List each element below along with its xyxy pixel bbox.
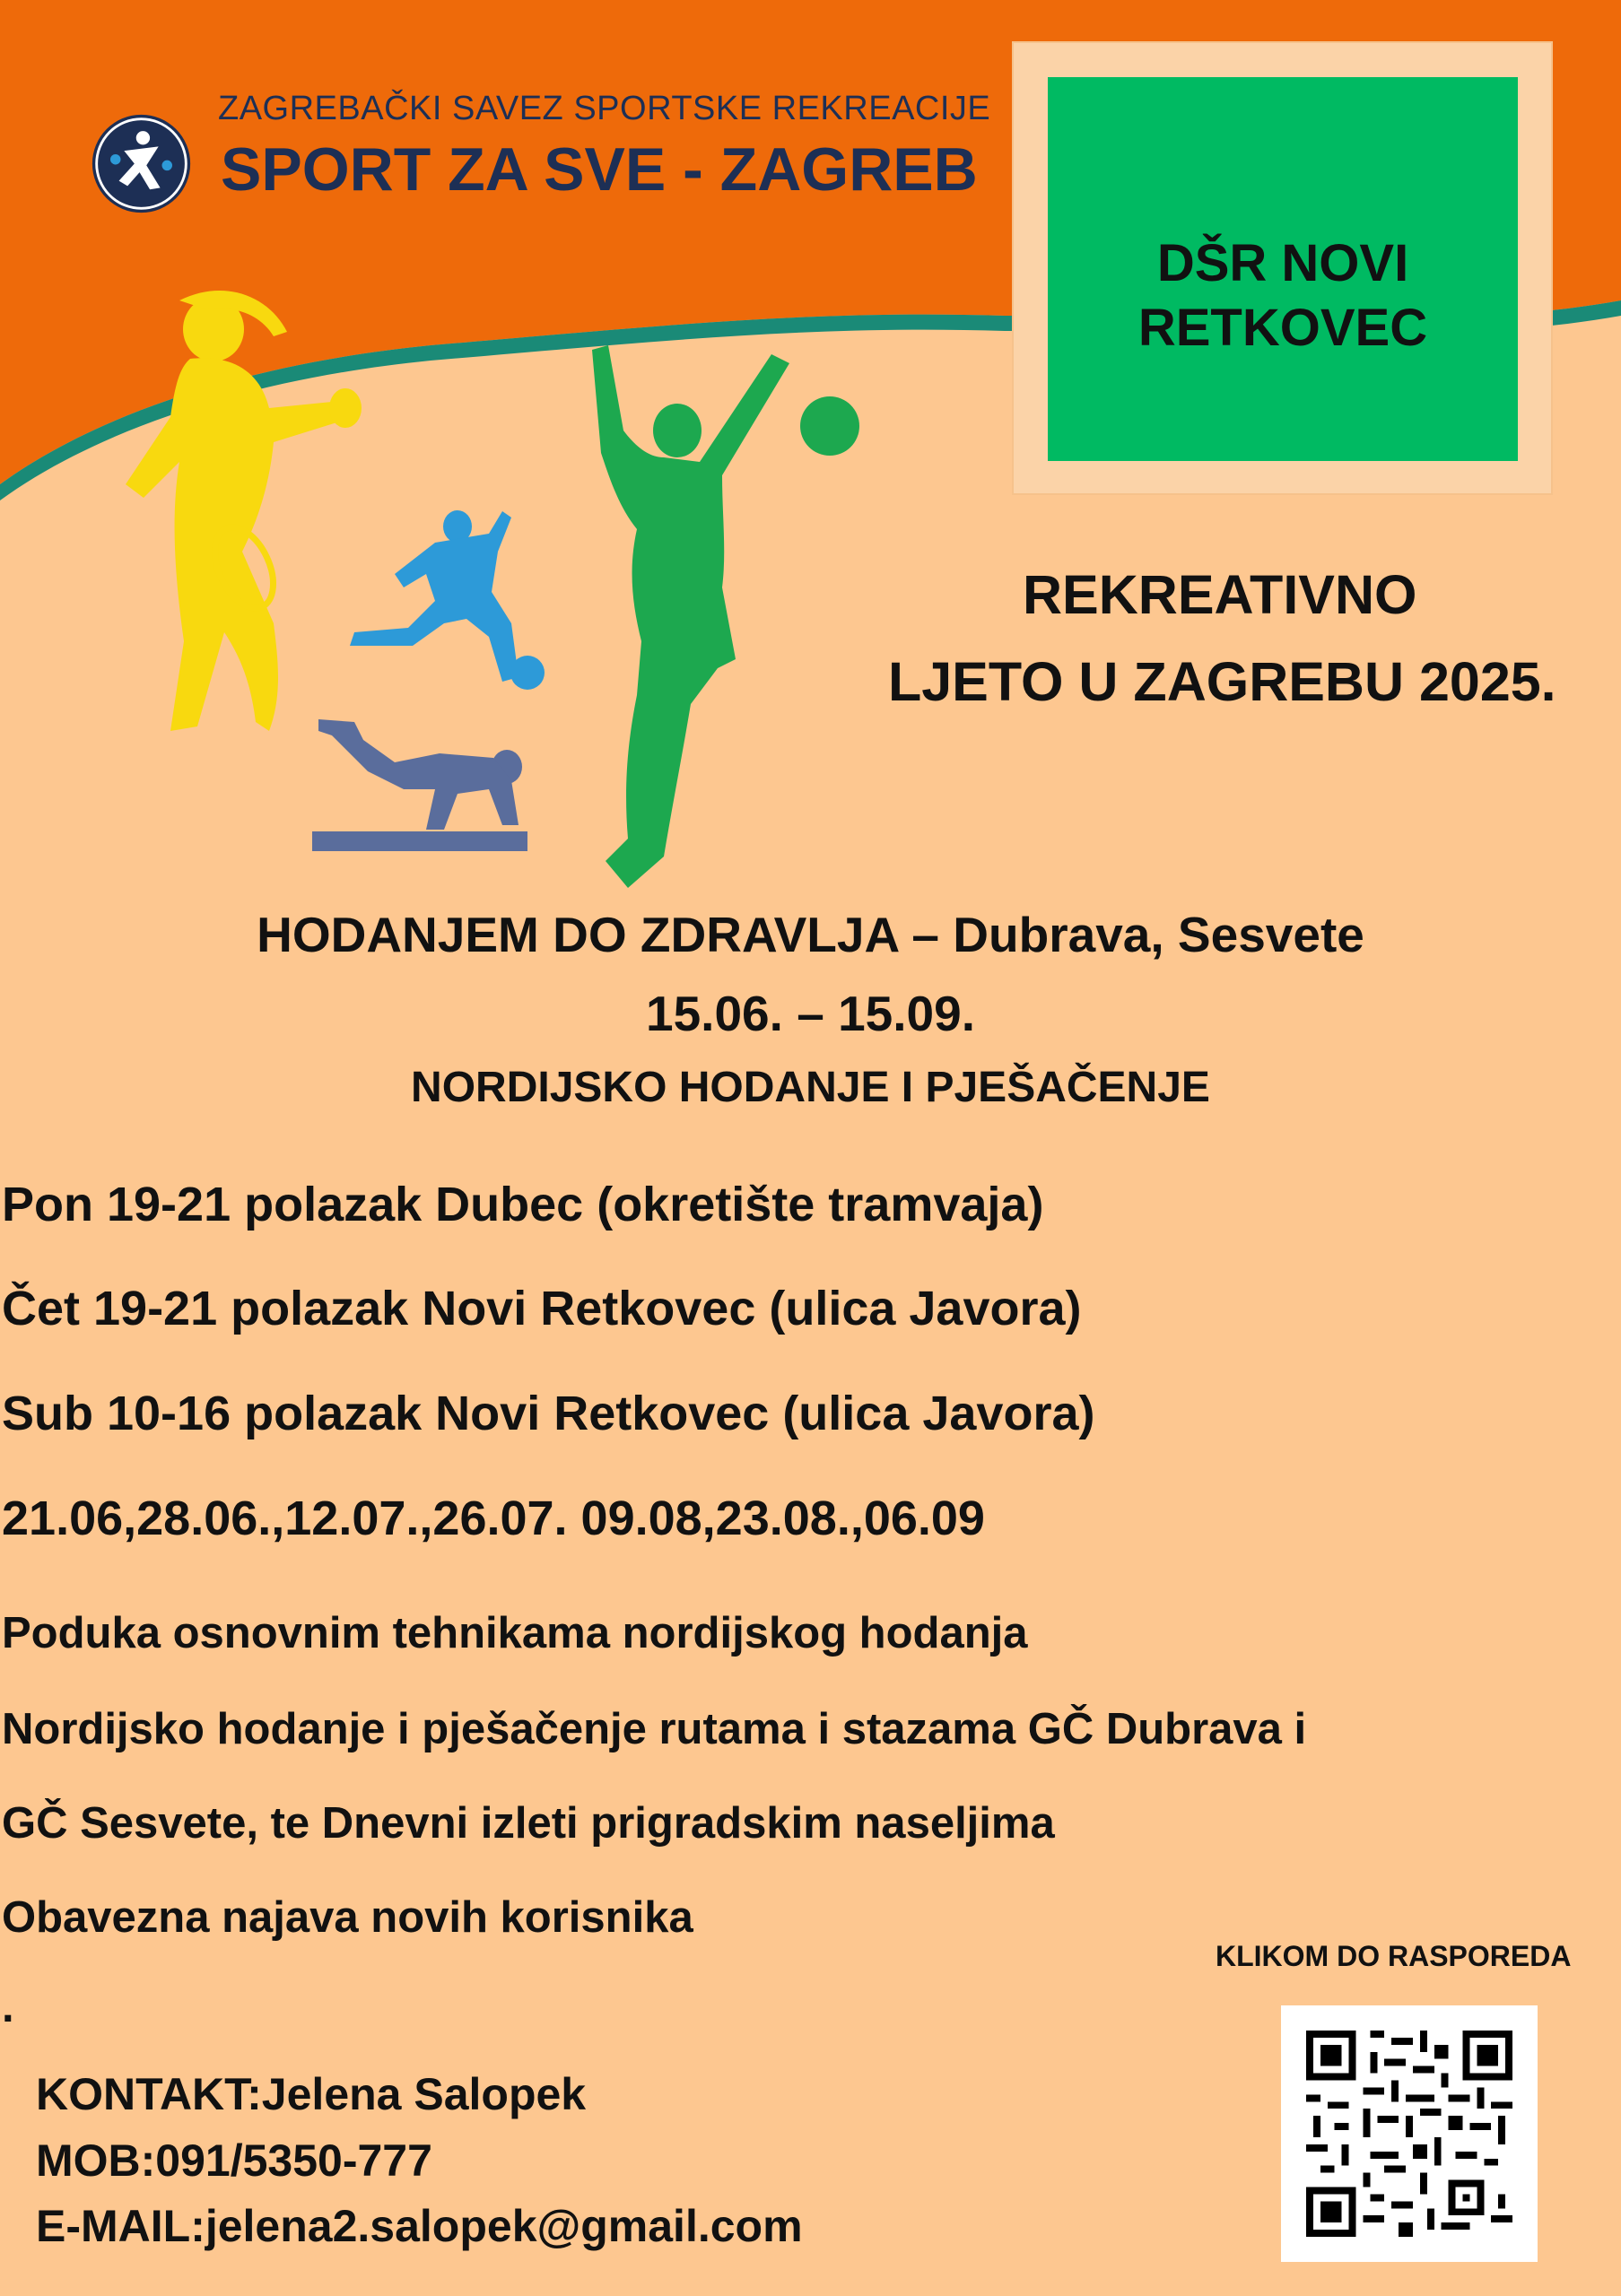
contact-mobile: MOB:091/5350-777 <box>36 2135 432 2186</box>
blue-soccer-figure <box>350 510 545 690</box>
org-name: SPORT ZA SVE - ZAGREB <box>221 135 978 204</box>
description-line: Obavezna najava novih korisnika <box>2 1893 693 1942</box>
program-title: HODANJEM DO ZDRAVLJA – Dubrava, Sesvete <box>257 907 1364 962</box>
sport-silhouettes-illustration <box>90 283 879 901</box>
program-subtitle: NORDIJSKO HODANJE I PJEŠAČENJE <box>411 1064 1210 1111</box>
description-line: GČ Sesvete, te Dnevni izleti prigradskim naseljima <box>2 1799 1055 1848</box>
schedule-line-saturday: Sub 10-16 polazak Novi Retkovec (ulica Javora) <box>2 1387 1095 1440</box>
club-name: DŠR NOVI RETKOVEC <box>1137 234 1428 357</box>
qr-code-icon[interactable] <box>1306 2031 1512 2237</box>
contact-name: KONTAKT:Jelena Salopek <box>36 2069 587 2119</box>
schedule-line-thursday: Čet 19-21 polazak Novi Retkovec (ulica Javora) <box>2 1282 1082 1335</box>
schedule-dates: 21.06,28.06.,12.07.,26.07. 09.08,23.08.,06.09 <box>2 1492 985 1545</box>
description-line: Nordijsko hodanje i pješačenje rutama i stazama GČ Dubrava i <box>2 1705 1307 1753</box>
contact-email[interactable]: E-MAIL:jelena2.salopek@gmail.com <box>36 2201 803 2251</box>
description-line: Poduka osnovnim tehnikama nordijskog hodanja <box>2 1609 1028 1657</box>
program-dates: 15.06. – 15.09. <box>646 986 975 1041</box>
green-volleyball-figure <box>592 345 859 888</box>
event-title-line-2: LJETO U ZAGREBU 2025. <box>888 651 1556 712</box>
description-dot: . <box>2 1983 14 2031</box>
yellow-tennis-figure <box>126 291 362 731</box>
schedule-line-monday: Pon 19-21 polazak Dubec (okretište tramvaja) <box>2 1178 1044 1231</box>
org-subtitle: ZAGREBAČKI SAVEZ SPORTSKE REKREACIJE <box>218 90 991 127</box>
sport-za-sve-logo <box>90 112 193 215</box>
qr-label: KLIKOM DO RASPOREDA <box>1216 1940 1572 1972</box>
slate-exercise-figure <box>312 719 527 851</box>
event-title-line-1: REKREATIVNO <box>1023 564 1417 625</box>
